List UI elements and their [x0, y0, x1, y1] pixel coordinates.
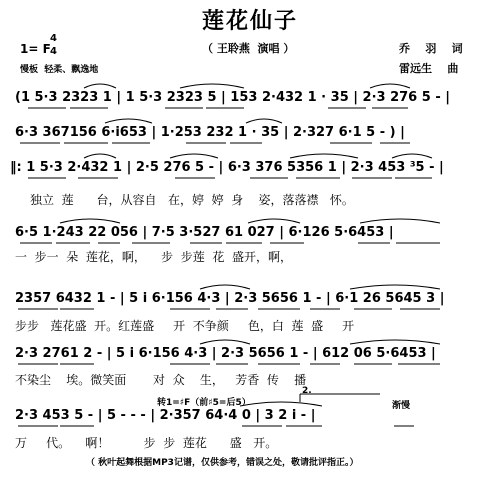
slur [350, 285, 440, 289]
lyricist-credit: 乔 羽 词 [399, 42, 463, 55]
key-signature: 1= F [20, 42, 51, 56]
lyric-line: 万 代。 啊！ 步 步 莲花 盛 开。 [15, 436, 278, 450]
lyric-line: 不染尘 埃。微笑面 对 众 生， 芳香 传 播 [15, 373, 307, 387]
slur [246, 119, 282, 123]
time-signature-bottom: 4 [50, 46, 57, 57]
composer-credit: 雷远生 曲 [399, 62, 459, 75]
score-line: 2357 6432 1 ‑ | 5 i 6·156 4·3 | 2·3 5656 1 ‑ | 6·1 26 5645 3 | [15, 291, 445, 306]
singer-credit: （ 王聆燕 演唱 ） [202, 42, 295, 55]
slur [350, 340, 440, 344]
lyric-line: 一 步一 朵 莲花，啊， 步 步莲 花 盛开，啊， [15, 250, 293, 264]
footer-note: （ 秋叶起舞根据MP3记谱，仅供参考，错误之处，敬请批评指正。） [86, 458, 359, 468]
time-signature-top: 4 [50, 33, 57, 44]
slur [60, 219, 120, 223]
slur [240, 402, 322, 406]
slur [105, 119, 152, 123]
slur [84, 154, 116, 158]
slur [84, 84, 116, 88]
slur [392, 154, 432, 158]
slur [200, 285, 250, 289]
score-line: ‖: 1 5·3 2·432 1 | 2·5 276 5 ‑ | 6·3 376 5356 1 | 2·3 453 ³5 ‑ | [10, 160, 444, 175]
modulation-marking: 转1=♯F（前♯5=后5） [157, 398, 251, 408]
score-line: 6·5 1·243 22 056 | 7·5 3·527 61 027 | 6·126 5·6453 | [15, 225, 394, 240]
lyric-line: 独立 莲 台，从容自 在，婷 婷 身 姿，落落襟 怀。 [30, 193, 354, 207]
score-line: 2·3 2761 2 ‑ | 5 i 6·156 4·3 | 2·3 5656 1 ‑ | 612 06 5·6453 | [15, 346, 436, 361]
tempo-change-marking: 渐慢 [392, 401, 411, 411]
score-line: 6·3 367156 6·i653 | 1·253 232 1 · 35 | 2·327 6·1 5 ‑ ) | [15, 125, 405, 140]
slur [370, 84, 410, 88]
volta-marking: 2. [302, 386, 312, 396]
slur [248, 219, 300, 223]
tempo-marking: 慢板 轻柔、飘逸地 [20, 65, 99, 75]
slur [360, 219, 440, 223]
slur [180, 84, 244, 88]
slur [290, 154, 358, 158]
slur [200, 340, 250, 344]
lyric-line: 步步 莲花盛 开。红莲盛 开 不争颜 色，白 莲 盛 开 [15, 319, 355, 333]
slur [170, 154, 218, 158]
song-title: 莲花仙子 [202, 8, 299, 34]
score-line: (1 5·3 2323 1 | 1 5·3 2323 5 | 153 2·432 1 · 35 | 2·3 276 5 ‑ | [15, 90, 450, 105]
score-line: 2·3 453 5 ‑ | 5 ‑ ‑ ‑ | 2·357 64·4 0 | 3 2 i ‑ | [15, 408, 316, 423]
